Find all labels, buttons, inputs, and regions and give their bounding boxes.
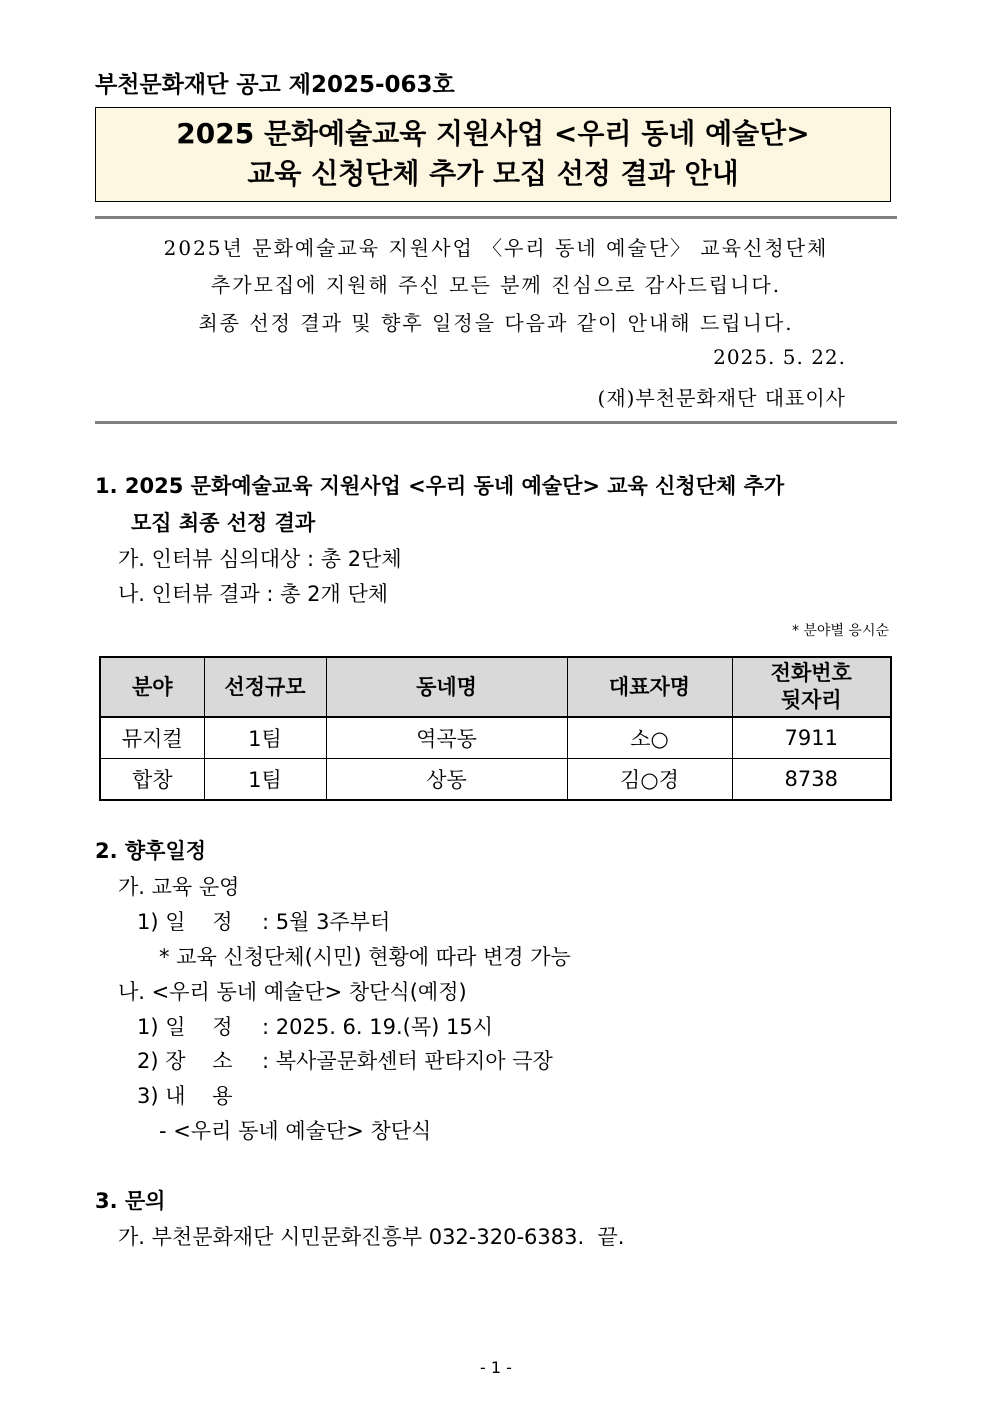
section2-b2-value: : 복사골문화센터 판타지아 극장 [262,1049,553,1073]
intro-date: 2025. 5. 22. [713,345,846,369]
intro-line-1: 2025년 문화예술교육 지원사업 〈우리 동네 예술단〉 교육신청단체 [163,236,829,260]
section3-item-a: 가. 부천문화재단 시민문화진흥부 032-320-6383. 끝. [118,1225,625,1249]
cell-rep: 김○경 [567,759,732,801]
table-header-row [100,657,891,717]
section3-heading: 3. 문의 [95,1189,166,1213]
notice-number: 부천문화재단 공고 제2025-063호 [95,72,455,98]
intro-signer: (재)부천문화재단 대표이사 [597,386,846,410]
intro-line-3: 최종 선정 결과 및 향후 일정을 다음과 같이 안내해 드립니다. [198,311,794,335]
header-phone-line-1: 전화번호 [770,661,852,685]
divider-top [95,216,897,219]
divider-bottom [95,421,897,424]
section2-b3-detail: - <우리 동네 예술단> 창단식 [159,1119,432,1143]
header-rep: 대표자명 [567,657,732,717]
title-line-1: 2025 문화예술교육 지원사업 <우리 동네 예술단> [176,117,810,150]
section2-b3-label: 3) 내 용 [137,1084,233,1108]
header-phone [732,657,891,717]
table-row [100,759,891,801]
section2-b2-label: 2) 장 소 [137,1049,233,1073]
section1-item-a: 가. 인터뷰 심의대상 : 총 2단체 [118,547,402,571]
section1-heading-line-1: 1. 2025 문화예술교육 지원사업 <우리 동네 예술단> 교육 신청단체 추가 [95,474,785,498]
table-note: * 분야별 응시순 [791,623,889,639]
title-box [95,107,891,202]
cell-field: 합창 [100,759,204,801]
table-row [100,717,891,759]
section2-b1-value: : 2025. 6. 19.(목) 15시 [262,1015,494,1039]
cell-phone: 7911 [732,717,891,759]
section1-item-b: 나. 인터뷰 결과 : 총 2개 단체 [118,582,389,606]
section2-a1-value: : 5월 3주부터 [262,910,391,934]
page-number: - 1 - [480,1358,512,1377]
cell-rep: 소○ [567,717,732,759]
cell-field: 뮤지컬 [100,717,204,759]
header-scale: 선정규모 [204,657,326,717]
cell-scale: 1팀 [204,717,326,759]
section1-heading-line-2: 모집 최종 선정 결과 [131,511,316,535]
selection-result-table [99,656,892,801]
section2-heading: 2. 향후일정 [95,839,207,863]
header-field: 분야 [100,657,204,717]
section2-a-note: * 교육 신청단체(시민) 현황에 따라 변경 가능 [159,945,571,969]
cell-town: 역곡동 [326,717,567,759]
section2-item-a: 가. 교육 운영 [118,875,240,899]
cell-scale: 1팀 [204,759,326,801]
section2-item-b: 나. <우리 동네 예술단> 창단식(예정) [118,980,467,1004]
cell-town: 상동 [326,759,567,801]
title-line-2: 교육 신청단체 추가 모집 선정 결과 안내 [247,157,739,190]
header-town: 동네명 [326,657,567,717]
cell-phone: 8738 [732,759,891,801]
intro-line-2: 추가모집에 지원해 주신 모든 분께 진심으로 감사드립니다. [210,273,782,297]
section2-b1-label: 1) 일 정 [137,1015,233,1039]
section2-a1-label: 1) 일 정 [137,910,233,934]
header-phone-line-2: 뒷자리 [780,688,842,712]
